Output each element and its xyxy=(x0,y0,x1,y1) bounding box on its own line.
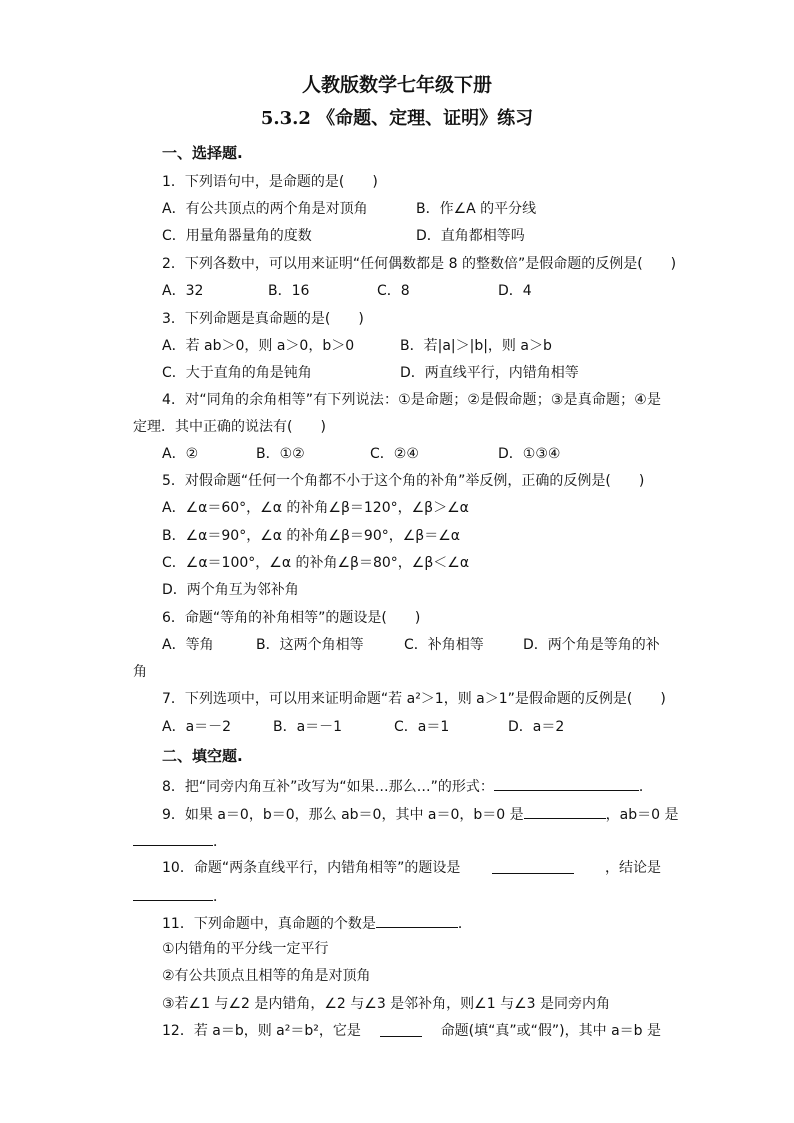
question-4-option-b: B．①② xyxy=(256,446,305,462)
section-heading-choice: 一、选择题. xyxy=(162,144,243,162)
question-7-option-b: B．a＝－1 xyxy=(273,719,343,735)
question-8-text: 8．把“同旁内角互补”改写为“如果…那么…”的形式： xyxy=(162,779,494,795)
question-12-mid: 命题(填“真”或“假”)，其中 a＝b 是 xyxy=(440,1023,661,1039)
question-11-text: 11．下列命题中，真命题的个数是 xyxy=(162,916,376,932)
question-9-line-2 xyxy=(133,831,227,851)
question-1-option-c: C．用量角器量角的度数 xyxy=(162,228,312,244)
question-3-option-b: B．若|a|＞|b|，则 a＞b xyxy=(400,338,552,354)
question-4-option-d: D．①③④ xyxy=(498,446,561,462)
question-7-option-d: D．a＝2 xyxy=(508,719,565,735)
question-5-stem: 5．对假命题“任何一个角都不小于这个角的补角”举反例，正确的反例是( ) xyxy=(162,473,645,489)
question-2-stem: 2．下列各数中，可以用来证明“任何偶数都是 8 的整数倍”是假命题的反例是( ) xyxy=(162,256,677,272)
question-6-option-c: C．补角相等 xyxy=(404,637,484,653)
question-7-option-a: A．a＝－2 xyxy=(162,719,232,735)
question-12 xyxy=(162,1022,661,1040)
question-11-item-2: ②有公共顶点且相等的角是对顶角 xyxy=(162,968,371,984)
question-5-option-c: C．∠α＝100°，∠α 的补角∠β＝80°，∠β＜∠α xyxy=(162,555,470,571)
question-12-blank[interactable] xyxy=(380,1022,422,1037)
question-3-option-a: A．若 ab＞0，则 a＞0，b＞0 xyxy=(162,338,355,354)
question-2-option-c: C．8 xyxy=(377,283,410,299)
question-3-stem: 3．下列命题是真命题的是( ) xyxy=(162,311,364,327)
question-2-option-a: A．32 xyxy=(162,283,204,299)
question-11 xyxy=(162,913,472,933)
question-4-stem-line-1: 4．对“同角的余角相等”有下列说法：①是命题；②是假命题；③是真命题；④是 xyxy=(162,392,661,408)
question-6-stem: 6．命题“等角的补角相等”的题设是( ) xyxy=(162,610,421,626)
question-6-option-d: D．两个角是等角的补 xyxy=(523,637,660,653)
question-2-option-b: B．16 xyxy=(268,283,310,299)
question-6-option-b: B．这两个角相等 xyxy=(256,637,364,653)
document-title: 人教版数学七年级下册 xyxy=(301,74,492,96)
question-10 xyxy=(162,859,661,877)
question-8-blank[interactable] xyxy=(494,776,639,791)
question-10-line-2 xyxy=(133,886,227,906)
question-11-item-1: ①内错角的平分线一定平行 xyxy=(162,941,329,957)
question-6-option-d-wrap: 角 xyxy=(133,664,147,680)
section-heading-fill: 二、填空题. xyxy=(162,747,243,765)
question-10-text: 10．命题“两条直线平行，内错角相等”的题设是 xyxy=(162,860,461,876)
question-3-option-c: C．大于直角的角是钝角 xyxy=(162,365,312,381)
question-10-end: ． xyxy=(213,889,227,905)
question-4-option-c: C．②④ xyxy=(370,446,419,462)
question-11-item-3: ③若∠1 与∠2 是内错角，∠2 与∠3 是邻补角，则∠1 与∠3 是同旁内角 xyxy=(162,996,610,1012)
question-7-option-c: C．a＝1 xyxy=(394,719,450,735)
question-9-blank-1[interactable] xyxy=(524,804,606,819)
question-5-option-a: A．∠α＝60°，∠α 的补角∠β＝120°，∠β＞∠α xyxy=(162,500,469,516)
question-1-option-a: A．有公共顶点的两个角是对顶角 xyxy=(162,201,368,217)
question-8-end: ． xyxy=(638,779,653,795)
question-5-option-b: B．∠α＝90°，∠α 的补角∠β＝90°，∠β＝∠α xyxy=(162,528,460,544)
document-subtitle: 5.3.2 《命题、定理、证明》练习 xyxy=(260,108,534,129)
question-10-blank-1[interactable] xyxy=(492,859,574,874)
question-6-option-a: A．等角 xyxy=(162,637,214,653)
question-11-blank[interactable] xyxy=(376,913,458,928)
question-9-blank-2[interactable] xyxy=(133,831,213,846)
question-12-text: 12．若 a＝b，则 a²＝b²，它是 xyxy=(162,1023,361,1039)
question-10-mid: ，结论是 xyxy=(604,860,661,876)
question-9 xyxy=(162,804,678,824)
question-1-option-b: B．作∠A 的平分线 xyxy=(416,201,537,217)
question-11-end: ． xyxy=(457,916,472,932)
question-9-end: ． xyxy=(213,834,227,850)
question-1-option-d: D．直角都相等吗 xyxy=(416,228,525,244)
question-7-stem: 7．下列选项中，可以用来证明命题“若 a²＞1，则 a＞1”是假命题的反例是( ) xyxy=(162,691,666,707)
question-3-option-d: D．两直线平行，内错角相等 xyxy=(400,365,579,381)
question-8 xyxy=(162,776,653,796)
question-1-stem: 1．下列语句中，是命题的是( ) xyxy=(162,174,378,190)
question-4-option-a: A．② xyxy=(162,446,199,462)
question-9-text: 9．如果 a＝0，b＝0，那么 ab＝0，其中 a＝0，b＝0 是 xyxy=(162,807,524,823)
question-10-blank-2[interactable] xyxy=(133,886,213,901)
question-5-option-d: D．两个角互为邻补角 xyxy=(162,582,299,598)
question-2-option-d: D．4 xyxy=(498,283,532,299)
question-4-stem-line-2: 定理．其中正确的说法有( ) xyxy=(133,419,326,435)
question-9-mid: ，ab＝0 是 xyxy=(605,807,679,823)
